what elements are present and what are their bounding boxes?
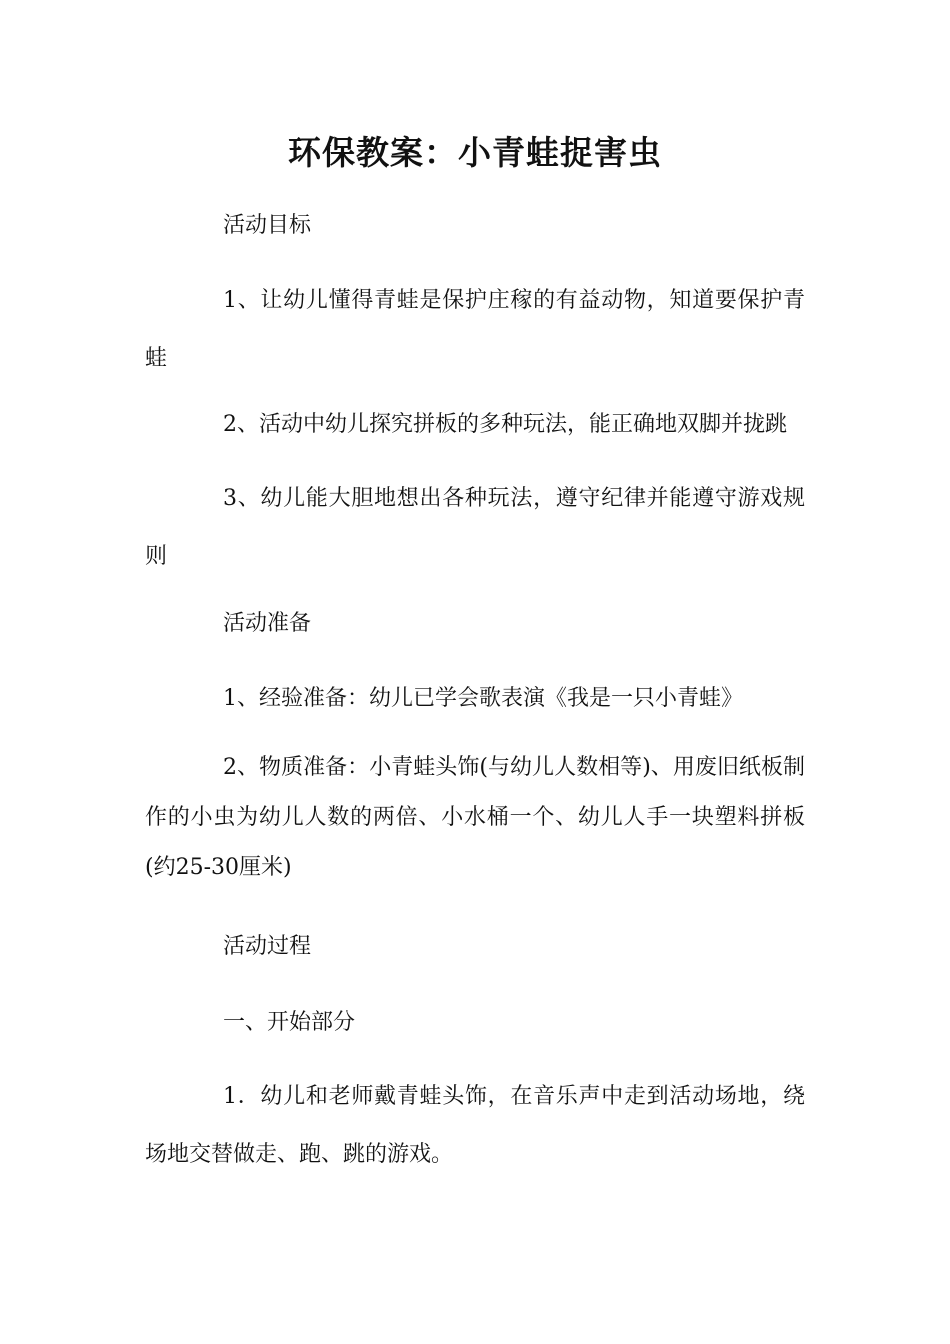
goal-item-3: 3、幼儿能大胆地想出各种玩法，遵守纪律并能遵守游戏规则 (145, 486, 805, 569)
section-heading-preparation: 活动准备 (223, 611, 312, 636)
section-heading-goals: 活动目标 (223, 213, 312, 238)
page-title: 环保教案：小青蛙捉害虫 (288, 133, 662, 172)
preparation-item-2: 2、物质准备：小青蛙头饰(与幼儿人数相等)、用废旧纸板制作的小虫为幼儿人数的两倍、小水桶一个、幼儿人手一块塑料拼板(约25-30厘米) (145, 755, 805, 880)
goal-item-2: 2、活动中幼儿探究拼板的多种玩法，能正确地双脚并拢跳 (223, 412, 787, 437)
section-heading-process: 活动过程 (223, 934, 312, 959)
process-item-1: 1．幼儿和老师戴青蛙头饰，在音乐声中走到活动场地，绕场地交替做走、跑、跳的游戏。 (145, 1084, 805, 1167)
goal-item-1: 1、让幼儿懂得青蛙是保护庄稼的有益动物，知道要保护青蛙 (145, 288, 805, 371)
preparation-item-1: 1、经验准备：幼儿已学会歌表演《我是一只小青蛙》 (223, 686, 743, 711)
process-subheading-start: 一、开始部分 (223, 1010, 356, 1035)
